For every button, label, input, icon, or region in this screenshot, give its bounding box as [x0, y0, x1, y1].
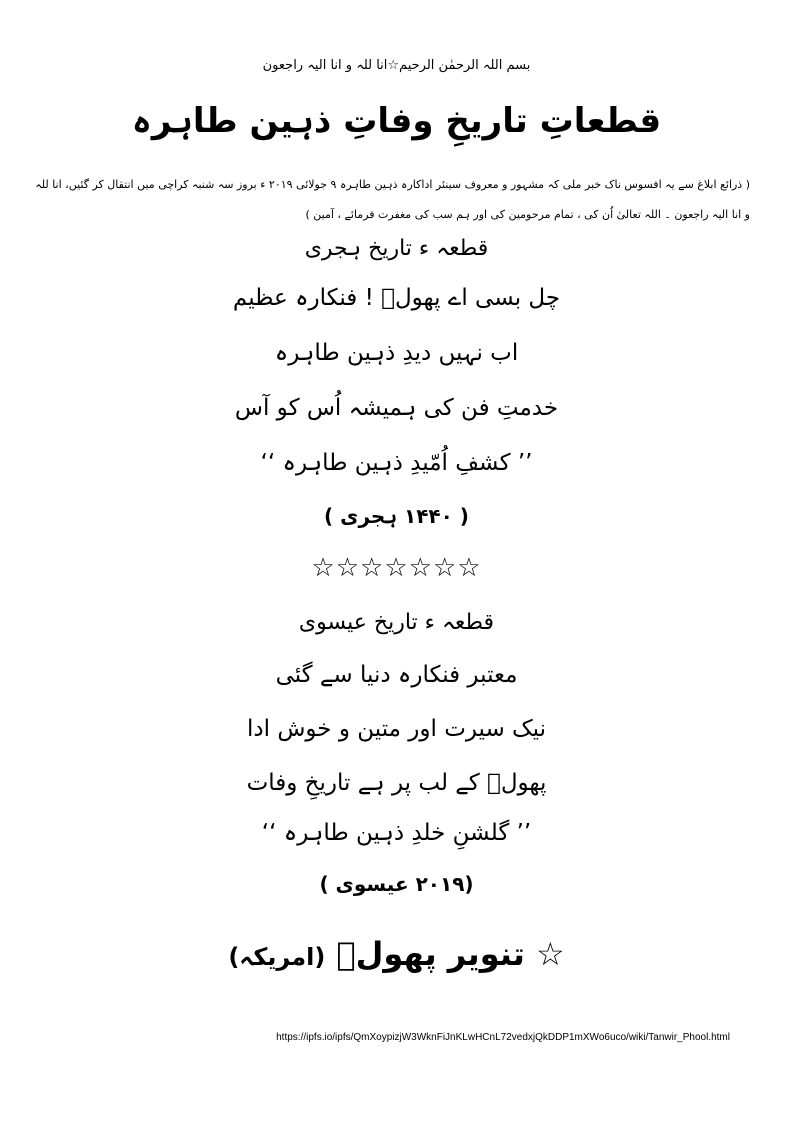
gregorian-verse-1: معتبر فنکارہ دنیا سے گئی [275, 662, 518, 688]
star-separator: ☆☆☆☆☆☆☆ [311, 553, 482, 583]
hijri-verse-2: اب نہیں دیدِ ذہین طاہرہ [274, 340, 519, 366]
hijri-year: ( ۱۴۴۰ ہجری ) [324, 504, 469, 528]
hijri-verse-4: ’’ کشفِ اُمّیدِ ذہین طاہرہ ‘‘ [260, 450, 533, 476]
gregorian-verse-4: ’’ گلشنِ خلدِ ذہین طاہرہ ‘‘ [261, 820, 532, 846]
intro-line-1: ( ذرائع ابلاغ سے یہ افسوس ناک خبر ملی کہ مشہور و معروف سینئر اداکارہ ذہین طاہرہ ۹ جولائی ۲۰۱۹ ء بروز سہ شنبہ کراچی میں انتقال کر گئیں، انا للہ [35, 178, 750, 191]
poet-location: (امریکہ) [228, 943, 326, 971]
poet-name: تنویر پھولؔ [336, 935, 525, 973]
intro-line-2: و انا الیہ راجعون ۔ اللہ تعالیٰ اُن کی ، تمام مرحومین کی اور ہم سب کی مغفرت فرمائے ، آمین ) [305, 208, 750, 221]
hijri-verse-1: چل بسی اے پھولؔ ! فنکارہ عظیم [232, 285, 561, 311]
hijri-verse-3: خدمتِ فن کی ہمیشہ اُس کو آس [234, 395, 559, 421]
gregorian-heading: قطعہ ء تاریخ عیسوی [298, 610, 495, 635]
bismillah-line: بسم اللہ الرحمٰن الرحیم☆انا للہ و انا الیہ راجعون [262, 58, 531, 73]
gregorian-verse-3: پھولؔ کے لب پر ہے تاریخِ وفات [246, 770, 547, 796]
intro-paragraph [35, 170, 750, 230]
hijri-heading: قطعہ ء تاریخ ہجری [304, 236, 489, 261]
poet-signature [0, 935, 793, 973]
source-url[interactable]: https://ipfs.io/ipfs/QmXoypizjW3WknFiJnKLwHCnL72vedxjQkDDP1mXWo6uco/wiki/Tanwir_Phool.html [276, 1032, 730, 1043]
gregorian-verse-2: نیک سیرت اور متین و خوش ادا [247, 716, 546, 742]
page-title: قطعاتِ تاریخِ وفاتِ ذہین طاہرہ [131, 101, 662, 141]
star-icon: ☆ [535, 935, 565, 973]
gregorian-year: (۲۰۱۹ عیسوی ) [319, 872, 474, 896]
